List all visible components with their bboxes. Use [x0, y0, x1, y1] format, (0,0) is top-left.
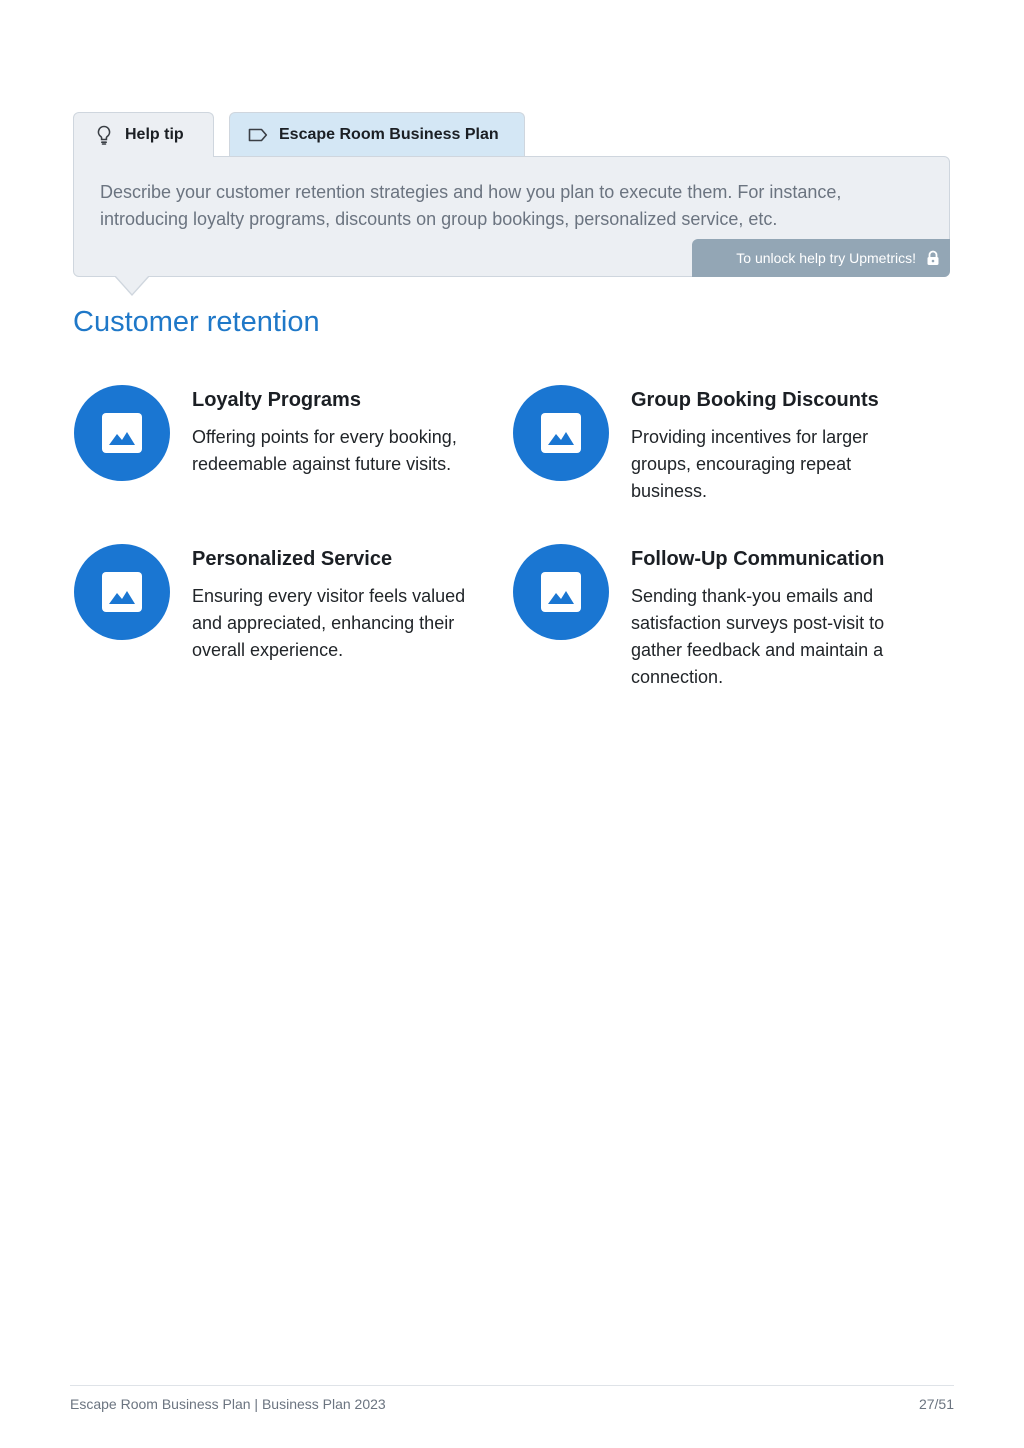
feature-title: Loyalty Programs [192, 389, 361, 411]
feature-description: Ensuring every visitor feels valued and appreciated, enhancing their overall experience. [192, 586, 466, 660]
image-icon [541, 572, 581, 612]
footer-document-title: Escape Room Business Plan | Business Plan 2023 [70, 1396, 386, 1412]
feature-icon-circle [513, 544, 609, 640]
image-icon [102, 413, 142, 453]
feature-description: Offering points for every booking, redeemable against future visits. [192, 427, 457, 474]
tab-help-tip-label: Help tip [125, 126, 184, 143]
tab-escape-room-business-plan[interactable] [229, 112, 525, 156]
feature-body [192, 387, 492, 478]
help-tip-panel [73, 156, 950, 277]
tooltip-pointer [114, 276, 150, 296]
feature-icon-circle [513, 385, 609, 481]
lightbulb-icon [94, 125, 114, 145]
feature-title: Group Booking Discounts [631, 389, 879, 411]
help-tabs [73, 112, 950, 157]
feature-body [631, 387, 931, 505]
feature-description: Sending thank-you emails and satisfaction surveys post-visit to gather feedback and maintain a connection. [631, 586, 885, 687]
help-tip-text: Describe your customer retention strategies and how you plan to execute them. For instance, introducing loyalty programs, discounts on group bookings, personalized service, etc. [100, 182, 842, 229]
section-title: Customer retention [73, 306, 320, 338]
feature-body [192, 546, 492, 664]
help-tip-block [73, 112, 950, 277]
lock-icon [926, 250, 940, 266]
footer-page-number: 27/51 [918, 1396, 954, 1412]
unlock-help-button[interactable] [692, 239, 950, 277]
feature-icon-circle [74, 544, 170, 640]
image-icon [541, 413, 581, 453]
unlock-help-label: To unlock help try Upmetrics! [736, 250, 916, 266]
tab-plan-label: Escape Room Business Plan [279, 125, 499, 143]
feature-description: Providing incentives for larger groups, encouraging repeat business. [631, 427, 869, 501]
tab-help-tip[interactable] [73, 112, 214, 157]
footer-divider [70, 1385, 954, 1386]
image-icon [102, 572, 142, 612]
feature-body [631, 546, 931, 691]
tag-icon [248, 125, 268, 145]
feature-title: Follow-Up Communication [631, 548, 885, 570]
feature-title: Personalized Service [192, 548, 393, 570]
feature-icon-circle [74, 385, 170, 481]
